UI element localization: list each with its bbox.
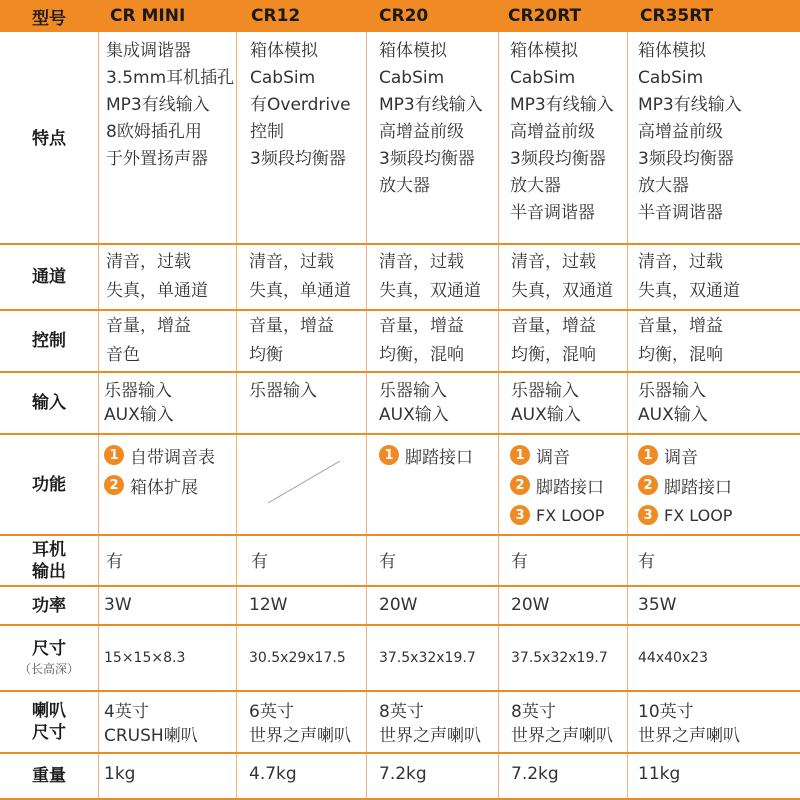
input-line: 乐器输入 (379, 381, 447, 401)
speaker-line: 世界之声喇叭 (379, 726, 481, 746)
row-divider (0, 585, 800, 587)
controls-cr20rt (511, 312, 596, 370)
feature-line: CabSim (379, 68, 445, 88)
input-line: AUX输入 (638, 405, 708, 425)
row-label-weight: 重量 (32, 766, 66, 786)
controls-cr20 (379, 312, 464, 370)
row-label-power: 功率 (32, 595, 66, 616)
row-label-functions: 功能 (32, 474, 66, 495)
number-badge: 1 (510, 445, 530, 465)
row-divider (0, 752, 800, 754)
controls-cr-mini (106, 312, 191, 370)
column-divider (236, 32, 237, 800)
not-applicable-slash (260, 455, 350, 507)
channels-cr20 (379, 248, 481, 306)
function-item: 1 脚踏接口 (379, 440, 473, 470)
function-item: 2 脚踏接口 (638, 470, 732, 500)
feature-line: 箱体模拟 (250, 41, 318, 61)
channels-cr20rt (511, 248, 613, 306)
channel-line: 失真，单通道 (249, 281, 351, 301)
power-cr-mini: 3W (104, 595, 132, 615)
number-badge: 2 (638, 475, 658, 495)
feature-line: 3.5mm耳机插孔 (106, 68, 235, 88)
functions-cr-mini (104, 440, 215, 500)
controls-cr12 (249, 312, 334, 370)
control-line: 均衡，混响 (379, 345, 464, 365)
function-item: 3 FX LOOP (638, 500, 732, 530)
headphone-cr35rt: 有 (638, 552, 655, 572)
number-badge: 3 (510, 505, 530, 525)
features-cr20rt (510, 38, 614, 227)
feature-line: 3频段均衡器 (510, 149, 606, 169)
feature-line: 控制 (250, 122, 284, 142)
feature-line: 3频段均衡器 (379, 149, 475, 169)
size-cr-mini: 15×15×8.3 (104, 650, 186, 666)
feature-line: 放大器 (510, 176, 561, 196)
speaker-line: 6英寸 (249, 702, 294, 722)
header-model-cr-mini: CR MINI (110, 6, 186, 26)
channel-line: 失真，双通道 (511, 281, 613, 301)
inputs-cr35rt (638, 379, 708, 427)
header-model-cr20rt: CR20RT (508, 6, 582, 26)
speaker-cr20rt (511, 700, 613, 748)
row-divider (0, 243, 800, 245)
functions-cr20 (379, 440, 473, 470)
function-item: 2 箱体扩展 (104, 470, 215, 500)
input-line: AUX输入 (511, 405, 581, 425)
channel-line: 失真，单通道 (106, 281, 208, 301)
feature-line: 3频段均衡器 (638, 149, 734, 169)
feature-line: 3频段均衡器 (250, 149, 346, 169)
speaker-line: 4英寸 (104, 702, 149, 722)
speaker-line: 10英寸 (638, 702, 694, 722)
input-line: AUX输入 (379, 405, 449, 425)
header-model-label: 型号 (32, 8, 66, 29)
feature-line: 半音调谐器 (510, 203, 595, 223)
control-line: 均衡，混响 (511, 345, 596, 365)
feature-line: 于外置扬声器 (106, 149, 208, 169)
power-cr35rt: 35W (638, 595, 677, 615)
weight-cr35rt: 11kg (638, 764, 681, 784)
feature-line: 箱体模拟 (510, 41, 578, 61)
inputs-cr-mini (104, 379, 174, 427)
input-line: 乐器输入 (104, 381, 172, 401)
control-line: 音量，增益 (511, 316, 596, 336)
function-item: 2 脚踏接口 (510, 470, 604, 500)
weight-cr-mini: 1kg (104, 764, 136, 784)
feature-line: 集成调谐器 (106, 41, 191, 61)
headphone-cr12: 有 (251, 552, 268, 572)
inputs-cr20rt (511, 379, 581, 427)
features-cr35rt (638, 38, 742, 227)
column-divider (498, 32, 499, 800)
input-line: 乐器输入 (249, 381, 317, 401)
channel-line: 失真，双通道 (638, 281, 740, 301)
channel-line: 清音，过载 (379, 252, 464, 272)
feature-line: CabSim (250, 68, 316, 88)
input-line: 乐器输入 (511, 381, 579, 401)
function-item: 1 调音 (638, 440, 732, 470)
channel-line: 清音，过载 (638, 252, 723, 272)
speaker-line: CRUSH喇叭 (104, 726, 198, 746)
speaker-line: 世界之声喇叭 (638, 726, 740, 746)
inputs-cr12 (249, 379, 317, 403)
inputs-cr20 (379, 379, 449, 427)
column-divider (366, 32, 367, 800)
control-line: 音量，增益 (106, 316, 191, 336)
row-divider (0, 690, 800, 692)
input-line: AUX输入 (104, 405, 174, 425)
weight-cr20: 7.2kg (379, 764, 427, 784)
row-label-headphone: 耳机 输出 (32, 539, 66, 582)
header-model-cr12: CR12 (251, 6, 301, 26)
feature-line: 箱体模拟 (379, 41, 447, 61)
feature-line: CabSim (638, 68, 704, 88)
row-label-channels: 通道 (32, 267, 66, 287)
row-divider (0, 624, 800, 626)
speaker-cr20 (379, 700, 481, 748)
size-cr20rt: 37.5x32x19.7 (511, 650, 608, 666)
number-badge: 2 (510, 475, 530, 495)
column-divider (627, 32, 628, 800)
size-cr20: 37.5x32x19.7 (379, 650, 476, 666)
controls-cr35rt (638, 312, 723, 370)
features-cr20 (379, 38, 483, 200)
feature-line: MP3有线输入 (510, 95, 614, 115)
channels-cr-mini (106, 248, 208, 306)
control-line: 音色 (106, 345, 140, 365)
feature-line: MP3有线输入 (638, 95, 742, 115)
feature-line: 放大器 (638, 176, 689, 196)
feature-line: 8欧姆插孔用 (106, 122, 202, 142)
functions-cr20rt (510, 440, 604, 530)
number-badge: 2 (104, 475, 124, 495)
number-badge: 1 (104, 445, 124, 465)
speaker-line: 8英寸 (511, 702, 556, 722)
channel-line: 清音，过载 (511, 252, 596, 272)
channels-cr12 (249, 248, 351, 306)
header-model-cr20: CR20 (379, 6, 429, 26)
weight-cr20rt: 7.2kg (511, 764, 559, 784)
headphone-cr20rt: 有 (511, 552, 528, 572)
features-cr-mini (106, 38, 234, 173)
column-divider (98, 32, 99, 800)
row-divider (0, 371, 800, 373)
speaker-cr35rt (638, 700, 740, 748)
speaker-cr12 (249, 700, 351, 748)
feature-line: 高增益前级 (379, 122, 464, 142)
number-badge: 3 (638, 505, 658, 525)
row-divider (0, 309, 800, 311)
function-item: 1 调音 (510, 440, 604, 470)
speaker-line: 世界之声喇叭 (249, 726, 351, 746)
channel-line: 清音，过载 (106, 252, 191, 272)
control-line: 音量，增益 (638, 316, 723, 336)
channel-line: 清音，过载 (249, 252, 334, 272)
number-badge: 1 (379, 445, 399, 465)
power-cr12: 12W (249, 595, 288, 615)
functions-cr35rt (638, 440, 732, 530)
control-line: 均衡 (249, 345, 283, 365)
feature-line: 半音调谐器 (638, 203, 723, 223)
feature-line: MP3有线输入 (106, 95, 210, 115)
control-line: 音量，增益 (249, 316, 334, 336)
feature-line: 放大器 (379, 176, 430, 196)
row-label-features: 特点 (32, 128, 66, 149)
weight-cr12: 4.7kg (249, 764, 297, 784)
row-label-inputs: 输入 (32, 393, 66, 413)
speaker-cr-mini (104, 700, 198, 748)
header-model-cr35rt: CR35RT (640, 6, 714, 26)
feature-line: MP3有线输入 (379, 95, 483, 115)
feature-line: 高增益前级 (510, 122, 595, 142)
channels-cr35rt (638, 248, 740, 306)
power-cr20: 20W (379, 595, 418, 615)
control-line: 音量，增益 (379, 316, 464, 336)
feature-line: 高增益前级 (638, 122, 723, 142)
feature-line: CabSim (510, 68, 576, 88)
row-label-size: 尺寸 （长高深） (18, 639, 79, 676)
number-badge: 1 (638, 445, 658, 465)
feature-line: 有Overdrive (250, 95, 351, 115)
size-cr12: 30.5x29x17.5 (249, 650, 346, 666)
speaker-line: 世界之声喇叭 (511, 726, 613, 746)
function-item: 1 自带调音表 (104, 440, 215, 470)
features-cr12 (250, 38, 351, 173)
power-cr20rt: 20W (511, 595, 550, 615)
control-line: 均衡，混响 (638, 345, 723, 365)
feature-line: 箱体模拟 (638, 41, 706, 61)
row-label-controls: 控制 (32, 331, 66, 351)
row-divider (0, 534, 800, 536)
row-label-speaker: 喇叭 尺寸 (32, 701, 66, 743)
channel-line: 失真，双通道 (379, 281, 481, 301)
headphone-cr-mini: 有 (106, 552, 123, 572)
speaker-line: 8英寸 (379, 702, 424, 722)
row-divider (0, 433, 800, 435)
size-cr35rt: 44x40x23 (638, 650, 709, 666)
input-line: 乐器输入 (638, 381, 706, 401)
function-item: 3 FX LOOP (510, 500, 604, 530)
headphone-cr20: 有 (379, 552, 396, 572)
